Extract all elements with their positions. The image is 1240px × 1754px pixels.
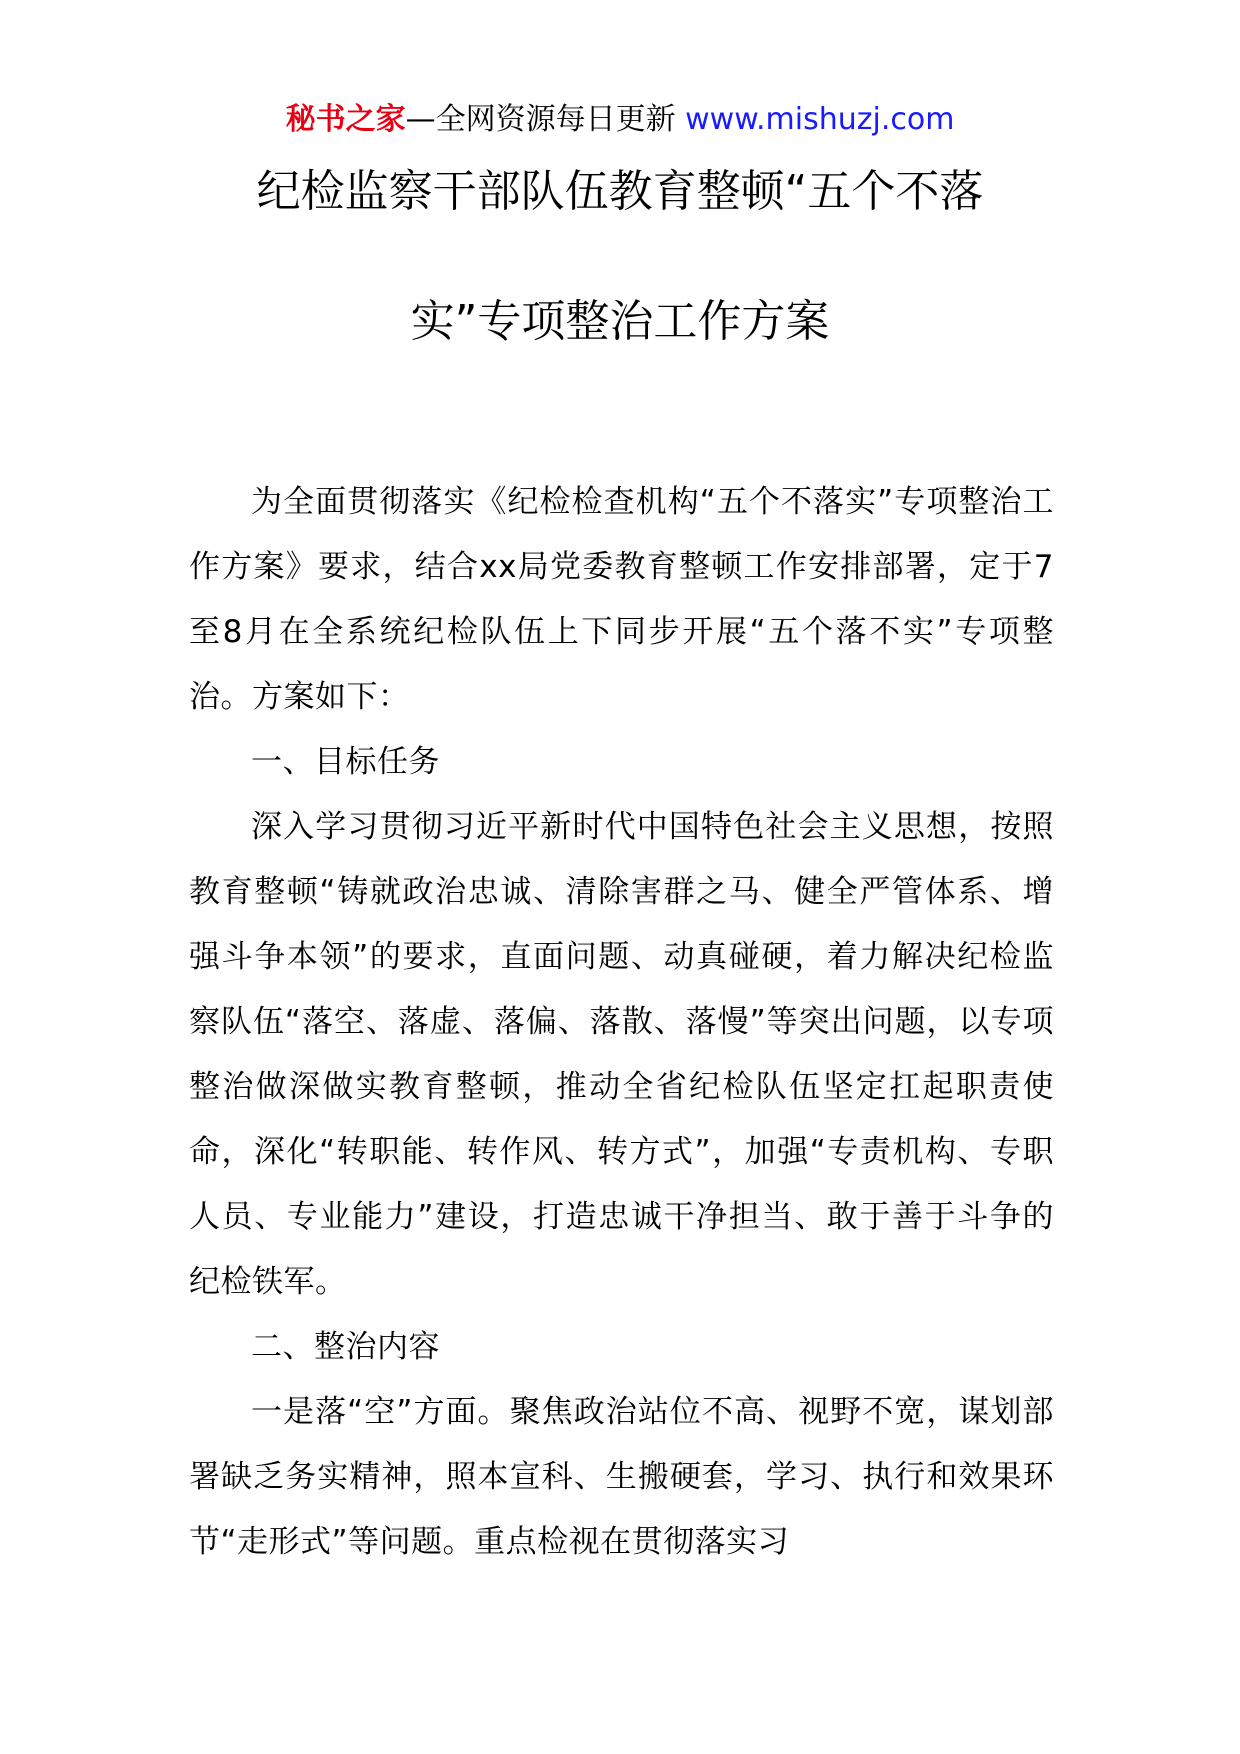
site-tagline: —全网资源每日更新 bbox=[405, 102, 676, 137]
section-heading-goals: 一、目标任务 bbox=[251, 744, 440, 780]
document-title-line-2: 实”专项整治工作方案 bbox=[410, 296, 830, 347]
site-brand: 秘书之家 bbox=[285, 102, 406, 137]
site-url-link[interactable]: www.mishuzj.com bbox=[685, 102, 955, 137]
document-body bbox=[189, 470, 1054, 1575]
section-heading-content: 二、整治内容 bbox=[251, 1329, 440, 1365]
goals-paragraph: 深入学习贯彻习近平新时代中国特色社会主义思想，按照教育整顿“铸就政治忠诚、清除害群之马、健全严管体系、增强斗争本领”的要求，直面问题、动真碰硬，着力解决纪检监察队伍“落空、落虚、落偏、落散、落慢”等突出问题，以专项整治做深做实教育整顿，推动全省纪检队伍坚定扛起职责使命，深化“转职能、转作风、转方式”，加强“专责机构、专职人员、专业能力”建设，打造忠诚干净担当、敢于善于斗争的纪检铁军。 bbox=[189, 809, 1054, 1300]
site-header bbox=[0, 100, 1240, 140]
document-title-line-1: 纪检监察干部队伍教育整顿“五个不落 bbox=[256, 166, 984, 217]
intro-paragraph: 为全面贯彻落实《纪检检查机构“五个不落实”专项整治工作方案》要求，结合xx局党委教育整顿工作安排部署，定于7至8月在全系统纪检队伍上下同步开展“五个落不实”专项整治。方案如下： bbox=[189, 484, 1054, 715]
content-paragraph: 一是落“空”方面。聚焦政治站位不高、视野不宽，谋划部署缺乏务实精神，照本宣科、生搬硬套，学习、执行和效果环节“走形式”等问题。重点检视在贯彻落实习 bbox=[189, 1394, 1054, 1560]
